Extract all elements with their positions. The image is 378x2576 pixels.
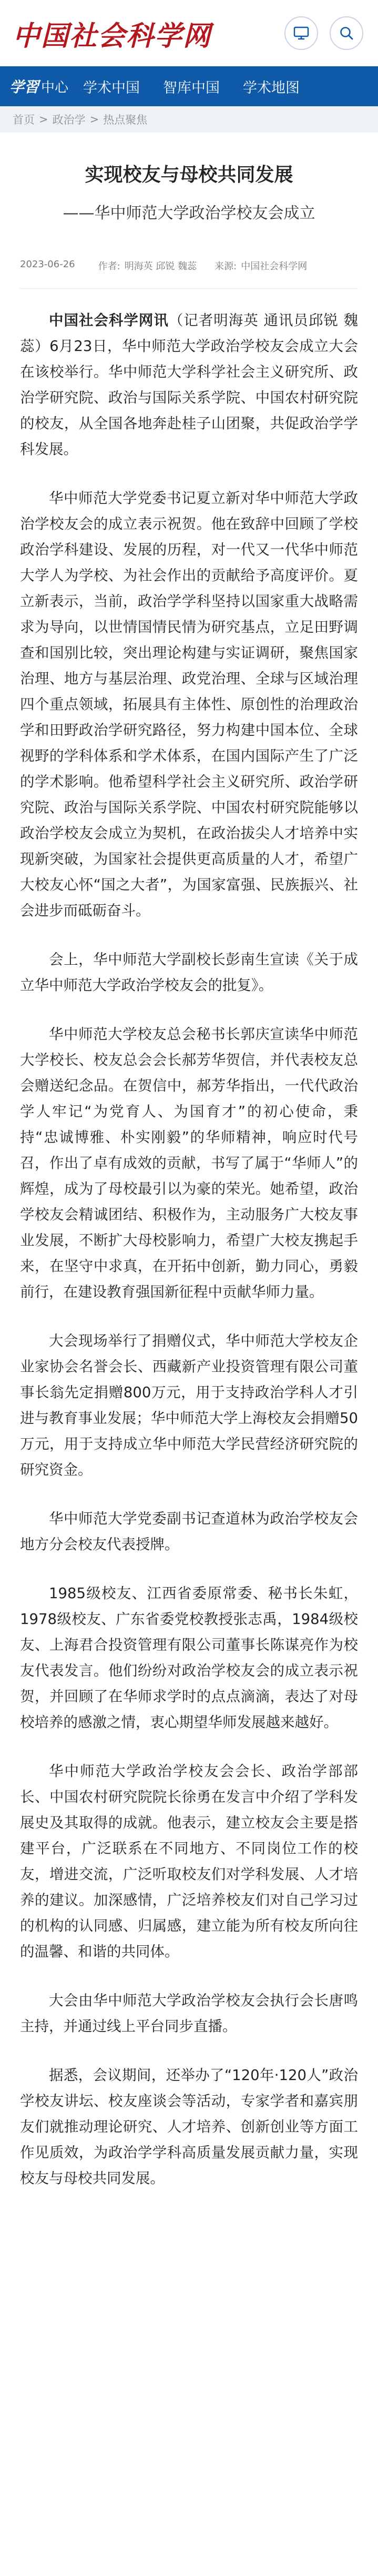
nav-brand-label: 中心	[41, 80, 69, 96]
nav-brand-mark: 学習	[9, 78, 39, 96]
nav-item-academic-china[interactable]: 学术中国	[83, 79, 140, 96]
breadcrumb-home[interactable]: 首页	[13, 114, 35, 126]
article-paragraph: 大会由华中师范大学政治学校友会执行会长唐鸣主持，并通过线上平台同步直播。	[20, 1992, 358, 2035]
search-icon	[339, 26, 354, 41]
source-name: 中国社会科学网	[241, 261, 308, 272]
nav-item-think-tank[interactable]: 智库中国	[163, 79, 220, 96]
article-meta	[20, 259, 358, 289]
page-bottom-spacer	[20, 2215, 358, 2236]
main-nav	[0, 66, 378, 106]
article-paragraph	[20, 308, 358, 462]
article-paragraph: 1985级校友、江西省委原常委、秘书长朱虹，1978级校友、广东省委党校教授张志禹，1984级校友、上海君合投资管理有限公司董事长陈谋亮作为校友代表发言。他们纷纷对政治学校友会的成立表示祝贺，并回顾了在华师求学时的点点滴滴，表达了对母校培养的感激之情，衷心期望华师发展越来越好。	[20, 1585, 358, 1731]
site-logo[interactable]: 中国社会科学网	[13, 19, 212, 52]
breadcrumb-separator: >	[39, 113, 48, 126]
article-paragraph: 大会现场举行了捐赠仪式，华中师范大学校友企业家协会名誉会长、西藏新产业投资管理有限公司董事长翁先定捐赠800万元，用于支持政治学科人才引进与教育事业发展；华中师范大学上海校友会捐赠50万元，用于支持成立华中师范大学民营经济研究院的研究资金。	[20, 1332, 358, 1478]
article-paragraph: 华中师范大学政治学校友会会长、政治学部部长、中国农村研究院院长徐勇在发言中介绍了学科发展史及其取得的成就。他表示，建立校友会主要是搭建平台，广泛联系在不同地方、不同岗位工作的校友，增进交流，广泛听取校友们对学科发展、人才培养的建议。加深感情，广泛培养校友们对自己学习过的机构的认同感、归属感，建立能为所有校友所向往的温馨、和谐的共同体。	[20, 1763, 358, 1960]
author-names: 明海英 邱锐 魏蕊	[124, 261, 197, 272]
article	[0, 163, 378, 2236]
breadcrumb-separator: >	[89, 113, 99, 126]
breadcrumb	[0, 106, 378, 133]
search-button[interactable]	[330, 16, 363, 50]
paragraph-text: （记者明海英 通讯员邱锐 魏蕊）6月23日，华中师范大学政治学校友会成立大会在该校举行。华中师范大学科学社会主义研究所、政治学研究院、政治与国际关系学院、中国农村研究院的校友，从全国各地奔赴桂子山团聚，共促政治学学科发展。	[20, 312, 359, 458]
source-info	[214, 259, 307, 272]
news-dateline: 中国社会科学网讯	[49, 312, 169, 329]
article-title: 实现校友与母校共同发展	[85, 164, 293, 186]
article-body	[20, 308, 358, 2191]
article-subtitle: ——华中师范大学政治学校友会成立	[63, 204, 315, 223]
header-actions	[284, 16, 363, 50]
publish-date: 2023-06-26	[20, 259, 75, 270]
article-paragraph: 华中师范大学党委书记夏立新对华中师范大学政治学校友会的成立表示祝贺。他在致辞中回顾了学校政治学科建设、发展的历程，对一代又一代华中师范大学人为学校、为社会作出的贡献给予高度评价。夏立新表示，当前，政治学学科坚持以国家重大战略需求为导向，以世情国情民情为研究基点，立足田野调查和国别比较，突出理论构建与实证调研，聚焦国家治理、地方与基层治理、政党治理、全球与区域治理四个重点领域，拓展具有主体性、原创性的治理政治学和田野政治学研究路径，努力构建中国本位、全球视野的学科体系和学术体系，在国内国际产生了广泛的学术影响。他希望科学社会主义研究所、政治学研究院、政治与国际关系学院、中国农村研究院能够以政治学校友会成立为契机，在政治拔尖人才培养中实现新突破，为国家社会提供更高质量的人才，希望广大校友心怀“国之大者”，为国家富强、民族振兴、社会进步而砥砺奋斗。	[20, 490, 358, 919]
article-paragraph: 华中师范大学党委副书记查道林为政治学校友会地方分会校友代表授牌。	[20, 1510, 358, 1553]
site-header	[0, 0, 378, 66]
article-paragraph: 华中师范大学校友总会秘书长郭庆宣读华中师范大学校长、校友总会会长郝芳华贺信，并代表校友总会赠送纪念品。在贺信中，郝芳华指出，一代代政治学人牢记“为党育人、为国育才”的初心使命，秉持“忠诚博雅、朴实刚毅”的华师精神，响应时代号召，作出了卓有成效的贡献，书写了属于“华师人”的辉煌，成为了母校最引以为豪的荣光。她希望，政治学校友会精诚团结、积极作为，主动服务广大校友事业发展，不断扩大母校影响力，希望广大校友携起手来，在坚守中求真，在开拓中创新，勤力同心，勇毅前行，在建设教育强国新征程中贡献华师力量。	[20, 1026, 358, 1300]
desktop-icon	[293, 26, 309, 40]
breadcrumb-politics[interactable]: 政治学	[52, 114, 86, 126]
nav-item-academic-map[interactable]: 学术地图	[243, 79, 300, 96]
desktop-view-button[interactable]	[284, 16, 318, 50]
author-label: 作者:	[98, 261, 120, 272]
source-label: 来源:	[214, 261, 237, 272]
nav-study-center[interactable]	[9, 76, 68, 97]
article-paragraph: 据悉，会议期间，还举办了“120年·120人”政治学校友讲坛、校友座谈会等活动，专家学者和嘉宾朋友们就推动理论研究、人才培养、创新创业等方面工作见质效，为政治学学科高质量发展贡献力量，实现校友与母校共同发展。	[20, 2067, 358, 2187]
author-info	[98, 259, 197, 272]
breadcrumb-hot-topics[interactable]: 热点聚焦	[103, 114, 148, 126]
article-paragraph: 会上，华中师范大学副校长彭南生宣读《关于成立华中师范大学政治学校友会的批复》。	[20, 951, 358, 994]
